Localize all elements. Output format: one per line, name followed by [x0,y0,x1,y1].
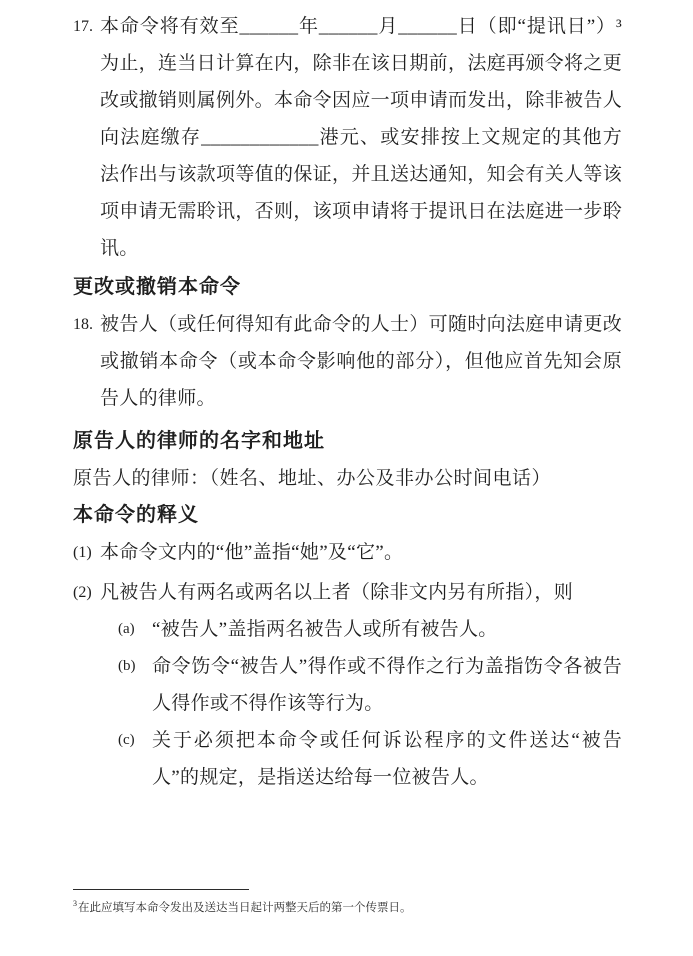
footnote-line [73,896,633,916]
interpretation-item-2 [73,574,622,611]
clause-17-number: 17. [73,18,93,35]
heading-interpretation: 本命令的释义 [73,504,199,526]
interpretation-item-2-text: 凡被告人有两名或两名以上者（除非文内另有所指），则 [100,582,574,603]
heading-variation-or-discharge: 更改或撤销本命令 [73,276,241,298]
footnote-text: 在此应填写本命令发出及送达当日起计两整天后的第一个传票日。 [78,901,412,914]
footnote-ref-marker: 3 [73,899,77,908]
interpretation-item-1-text: 本命令文内的“他”盖指“她”及“它”。 [100,542,404,563]
interpretation-subitem-a [118,611,622,648]
interpretation-subitem-c-marker: (c) [118,732,135,748]
interpretation-subitem-a-marker: (a) [118,621,135,637]
interpretation-subitem-c [118,722,622,796]
interpretation-item-1 [73,534,622,571]
clause-18-number: 18. [73,316,93,333]
interpretation-subitem-a-text: “被告人”盖指两名被告人或所有被告人。 [152,619,498,640]
footnote [73,889,633,916]
interpretation-subitem-b-text: 命令饬令“被告人”得作或不得作之行为盖指饬令各被告人得作或不得作该等行为。 [152,656,622,714]
interpretation-item-1-marker: (1) [73,544,92,561]
clause-18 [73,306,622,417]
clause-17 [73,8,622,267]
interpretation-subitem-b [118,648,622,722]
interpretation-subitem-c-text: 关于必须把本命令或任何诉讼程序的文件送达“被告人”的规定，是指送达给每一位被告人。 [152,730,622,788]
interpretation-item-2-marker: (2) [73,584,92,601]
interpretation-subitem-b-marker: (b) [118,658,136,674]
clause-18-text: 被告人（或任何得知有此命令的人士）可随时向法庭申请更改或撤销本命令（或本命令影响他的部分），但他应首先知会原告人的律师。 [100,314,622,409]
solicitor-details-line: 原告人的律师：（姓名、地址、办公及非办公时间电话） [73,468,552,489]
footnote-divider [73,889,249,890]
heading-solicitors-name-address: 原告人的律师的名字和地址 [73,430,325,452]
clause-17-text: 本命令将有效至______年______月______日（即“提讯日”）³为止，连当日计算在内，除非在该日期前，法庭再颁令将之更改或撤销则属例外。本命令因应一项申请而发出，除非被告人向法庭缴存____________港元、或安排按上文规定的其他方法作出与该款项等值的保证，并且送达通知，知会有关人等该项申请无需聆讯，否则，该项申请将于提讯日在法庭进一步聆讯。 [100,16,622,259]
